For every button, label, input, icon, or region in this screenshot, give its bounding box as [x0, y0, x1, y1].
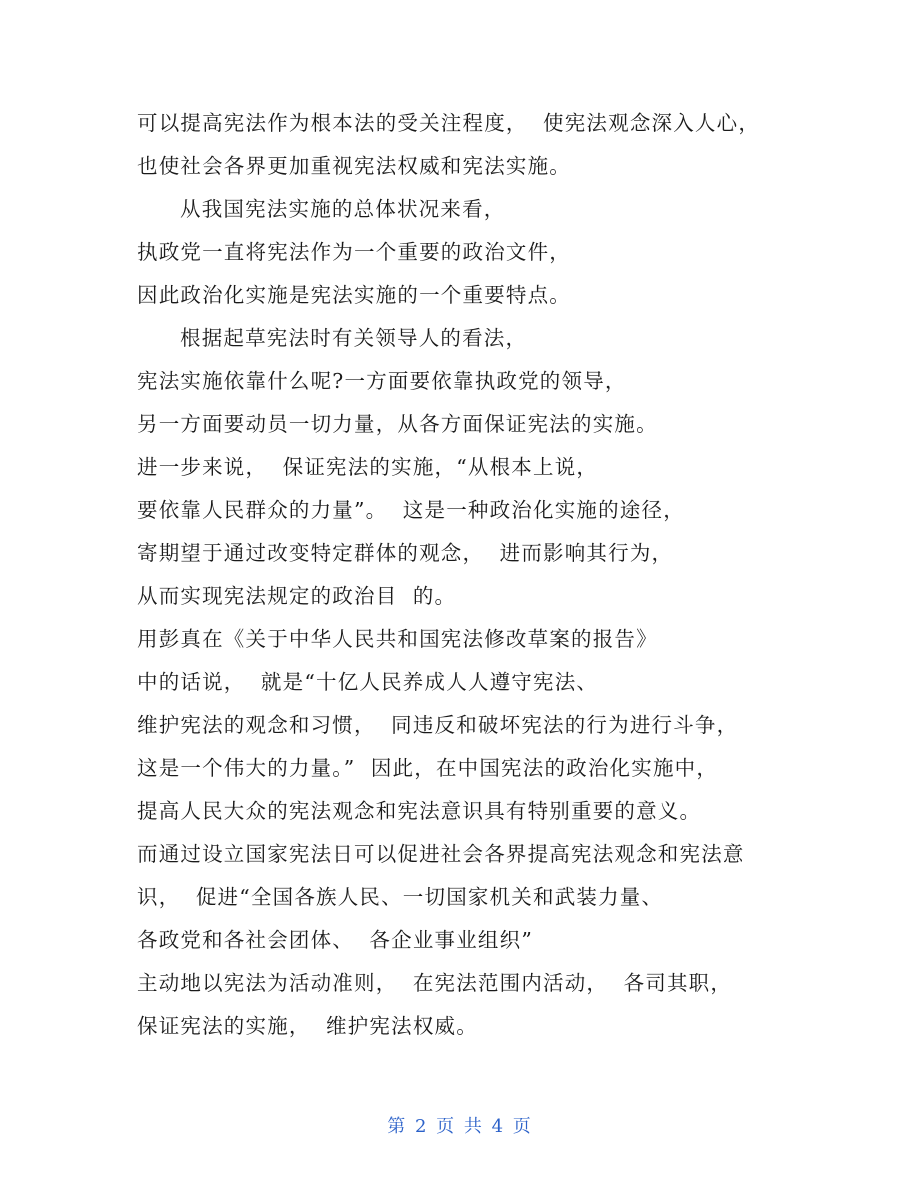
text-line: 另一方面要动员一切力量，从各方面保证宪法的实施。 [137, 412, 658, 436]
text-line: 从而实现宪法规定的政治目 的。 [137, 584, 457, 608]
text-line: 提高人民大众的宪法观念和宪法意识具有特别重要的意义。 [137, 799, 702, 823]
text-line: 因此政治化实施是宪法实施的一个重要特点。 [137, 283, 571, 307]
text-line: 识， 促进“全国各族人民、一切国家机关和武装力量、 [137, 885, 664, 909]
text-line: 寄期望于通过改变特定群体的观念， 进而影响其行为， [137, 541, 674, 565]
text-line: 也使社会各界更加重视宪法权威和宪法实施。 [137, 154, 571, 178]
text-line: 进一步来说， 保证宪法的实施，“从根本上说， [137, 455, 599, 479]
page-number: 第 2 页 共 4 页 [387, 1116, 533, 1137]
text-line: 主动地以宪法为活动准则， 在宪法范围内活动， 各司其职， [137, 971, 733, 995]
text-line: 保证宪法的实施， 维护宪法权威。 [137, 1014, 478, 1038]
text-line: 维护宪法的观念和习惯， 同违反和破坏宪法的行为进行斗争， [137, 713, 739, 737]
text-line: 这是一个伟大的力量。” 因此，在中国宪法的政治化实施中， [137, 756, 719, 780]
text-line: 可以提高宪法作为根本法的受关注程度， 使宪法观念深入人心， [137, 111, 761, 135]
text-line: 从我国宪法实施的总体状况来看， [180, 197, 506, 221]
body-text [137, 102, 817, 1048]
text-line: 中的话说， 就是“十亿人民养成人人遵守宪法、 [137, 670, 599, 694]
text-line: 根据起草宪法时有关领导人的看法， [180, 326, 528, 350]
text-line: 而通过设立国家宪法日可以促进社会各界提高宪法观念和宪法意 [137, 842, 745, 866]
text-line: 用彭真在《关于中华人民共和国宪法修改草案的报告》 [137, 627, 658, 651]
text-line: 宪法实施依靠什么呢?一方面要依靠执政党的领导， [137, 369, 627, 393]
page-footer [0, 1112, 920, 1138]
text-line: 各政党和各社会团体、 各企业事业组织” [137, 928, 534, 952]
text-line: 执政党一直将宪法作为一个重要的政治文件， [137, 240, 571, 264]
text-line: 要依靠人民群众的力量”。 这是一种政治化实施的途径， [137, 498, 685, 522]
